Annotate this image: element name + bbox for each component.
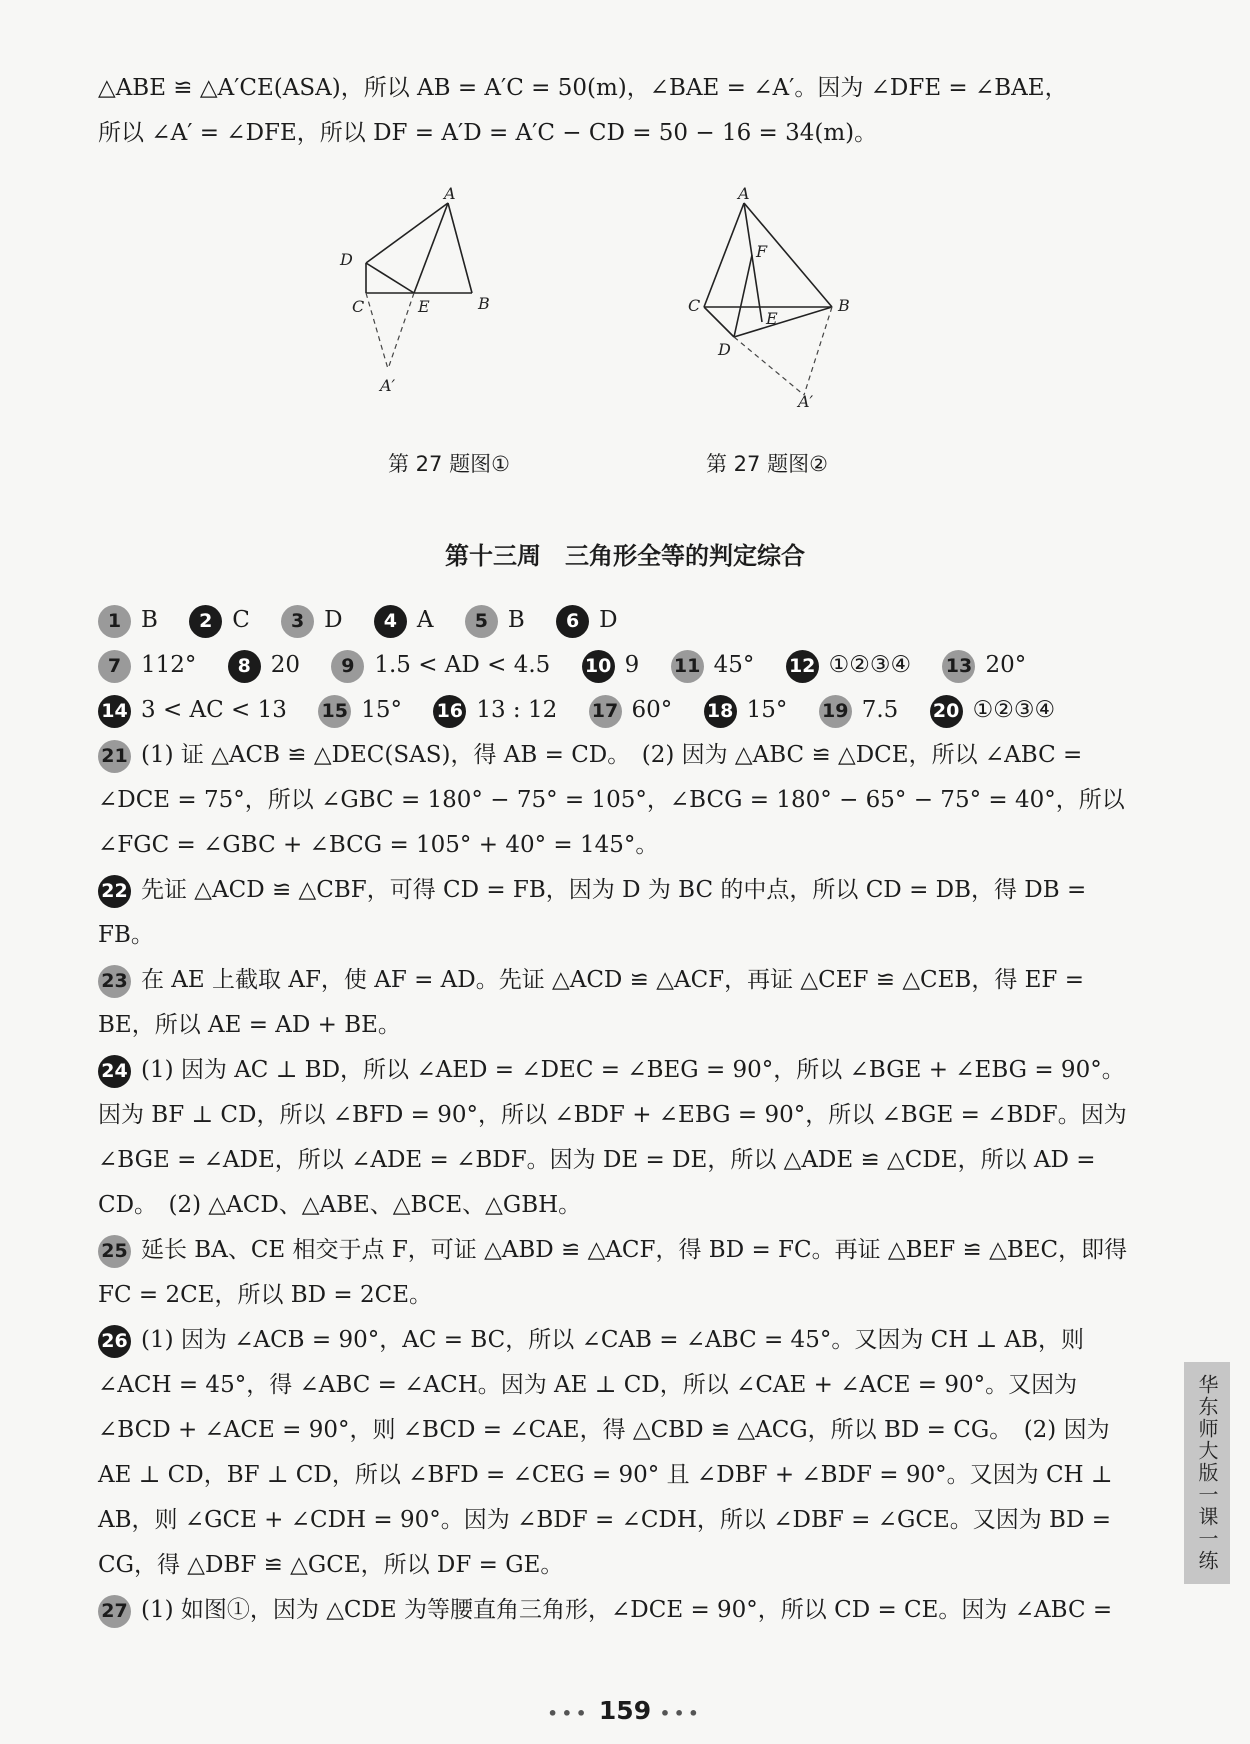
question-number: 3 — [281, 605, 314, 638]
answer-item — [589, 690, 673, 730]
solution-26 — [98, 1318, 1128, 1588]
answer-value: 7.5 — [861, 697, 899, 723]
fig1-seg-ad — [366, 203, 448, 263]
answer-item — [98, 600, 158, 640]
question-number: 15 — [318, 695, 351, 728]
question-number: 16 — [433, 695, 466, 728]
question-number: 14 — [98, 695, 131, 728]
answer-item — [281, 600, 342, 640]
question-number: 22 — [98, 875, 131, 908]
fig2-dash-da — [734, 337, 804, 395]
solution-27 — [98, 1588, 1128, 1633]
question-number: 11 — [671, 650, 704, 683]
answer-value: 20 — [270, 652, 300, 678]
answer-value: B — [507, 607, 525, 633]
answer-value: D — [324, 607, 343, 633]
question-number: 18 — [704, 695, 737, 728]
question-number: 23 — [98, 965, 131, 998]
fig1-seg-ae — [414, 203, 448, 293]
fig2-seg-ac — [704, 203, 744, 307]
question-number: 21 — [98, 740, 131, 773]
fig2-label-e: E — [766, 309, 778, 328]
answer-row-3 — [98, 690, 1079, 730]
solution-text: 在 AE 上截取 AF，使 AF = AD。先证 △ACD ≌ △ACF，再证 △CEF ≌ △CEB，得 EF = BE，所以 AE = AD + BE。 — [98, 967, 1084, 1038]
question-number: 25 — [98, 1235, 131, 1268]
question-number: 19 — [819, 695, 852, 728]
fig2-seg-df — [734, 255, 752, 337]
answer-value: ①②③④ — [828, 652, 912, 678]
solution-text: 延长 BA、CE 相交于点 F，可证 △ABD ≌ △ACF，得 BD = FC。再证 △BEF ≌ △BEC，即得 FC = 2CE，所以 BD = 2CE。 — [98, 1237, 1128, 1308]
question-number: 26 — [98, 1325, 131, 1358]
question-number: 8 — [228, 650, 261, 683]
dots-left: ••• — [547, 1704, 591, 1723]
solution-text: (1) 因为 AC ⊥ BD，所以 ∠AED = ∠DEC = ∠BEG = 90°，所以 ∠BGE + ∠EBG = 90°。因为 BF ⊥ CD，所以 ∠BFD = 90°，所以 ∠BDF + ∠EBG = 90°，所以 ∠BGE = ∠BDF。因为 ∠BGE = ∠ADE，所以 ∠ADE = ∠BDF。因为 DE = DE，所以 △ADE ≌ △CDE，所以 AD = CD。 (2) △ACD、△ABE、△BCE、△GBH。 — [98, 1057, 1127, 1218]
answer-value: 112° — [141, 652, 197, 678]
figure-27-2-caption: 第 27 题图② — [706, 452, 828, 476]
fig1-label-d: D — [340, 250, 353, 269]
answer-value: B — [141, 607, 158, 633]
fig1-label-a-prime: A′ — [380, 376, 396, 395]
answer-item — [930, 690, 1055, 730]
question-number: 17 — [589, 695, 622, 728]
answer-row-1 — [98, 600, 642, 640]
question-number: 10 — [582, 650, 615, 683]
answer-item — [704, 690, 788, 730]
fig1-label-c: C — [352, 297, 365, 316]
fig2-dash-ba — [804, 307, 832, 395]
fig1-seg-ab — [448, 203, 472, 293]
figure-27-1 — [330, 184, 530, 405]
answer-item — [582, 645, 640, 685]
question-number: 7 — [98, 650, 131, 683]
answer-value: 15° — [361, 697, 402, 723]
fig2-seg-db — [734, 307, 832, 337]
answer-item — [331, 645, 550, 685]
answer-item — [942, 645, 1026, 685]
fig2-label-b: B — [838, 296, 850, 315]
fig1-dash-ca — [366, 293, 388, 369]
answer-value: 15° — [746, 697, 788, 723]
answer-item — [189, 600, 250, 640]
answer-item — [819, 690, 899, 730]
question-number: 9 — [331, 650, 364, 683]
fig2-label-a: A — [738, 184, 750, 203]
solution-text: (1) 证 △ACB ≌ △DEC(SAS)，得 AB = CD。 (2) 因为 △ABC ≌ △DCE，所以 ∠ABC = ∠DCE = 75°，所以 ∠GBC = 180° − 75° = 105°，∠BCG = 180° − 65° − 75° = 40°，所以 ∠FGC = ∠GBC + ∠BCG = 105° + 40° = 145°。 — [98, 742, 1125, 858]
fig1-label-b: B — [478, 294, 490, 313]
side-tab-book-title: 华东师大版一课一练 — [1184, 1362, 1230, 1584]
intro-line-2: 所以 ∠A′ = ∠DFE，所以 DF = A′D = A′C − CD = 50 − 16 = 34(m)。 — [98, 120, 878, 146]
solution-text: (1) 因为 ∠ACB = 90°，AC = BC，所以 ∠CAB = ∠ABC = 45°。又因为 CH ⊥ AB，则 ∠ACH = 45°，得 ∠ABC = ∠ACH。因为 AE ⊥ CD，所以 ∠CAE + ∠ACE = 90°。又因为 ∠BCD + ∠ACE = 90°，则 ∠BCD = ∠CAE，得 △CBD ≌ △ACG，所以 BD = CG。 (2) 因为 AE ⊥ CD，BF ⊥ CD，所以 ∠BFD = ∠CEG = 90° 且 ∠DBF + ∠BDF = 90°。又因为 CH ⊥ AB，则 ∠GCE + ∠CDH = 90°。因为 ∠BDF = ∠CDH，所以 ∠DBF = ∠GCE。又因为 BD = CG，得 △DBF ≌ △GCE，所以 DF = GE。 — [98, 1327, 1113, 1578]
solution-24 — [98, 1048, 1128, 1228]
fig1-dash-ea — [388, 293, 414, 369]
solution-text: (1) 如图①，因为 △CDE 为等腰直角三角形，∠DCE = 90°，所以 CD = CE。因为 ∠ABC = — [141, 1597, 1113, 1623]
fig1-seg-de — [366, 263, 414, 293]
solution-22 — [98, 868, 1128, 958]
question-number: 6 — [556, 605, 589, 638]
page-number: 159 — [598, 1696, 652, 1725]
answer-value: D — [599, 607, 618, 633]
answer-value: 1.5 < AD < 4.5 — [374, 652, 551, 678]
answer-value: A — [416, 607, 434, 633]
fig1-label-e: E — [418, 297, 430, 316]
solution-text: 先证 △ACD ≌ △CBF，可得 CD = FB，因为 D 为 BC 的中点，所以 CD = DB，得 DB = FB。 — [98, 877, 1087, 948]
answer-value: 9 — [624, 652, 640, 678]
question-number: 2 — [189, 605, 222, 638]
question-number: 20 — [930, 695, 963, 728]
answer-value: 45° — [713, 652, 755, 678]
answer-item — [786, 645, 911, 685]
fig2-label-a-prime: A′ — [798, 392, 814, 411]
answer-item — [318, 690, 402, 730]
question-number: 13 — [942, 650, 975, 683]
figure-27-2 — [680, 184, 860, 411]
fig2-label-f: F — [756, 242, 768, 261]
answer-value: 3 < AC < 13 — [141, 697, 287, 723]
question-number: 27 — [98, 1595, 131, 1628]
page-number-footer — [0, 1696, 1250, 1725]
solution-25 — [98, 1228, 1128, 1318]
answer-item — [98, 690, 287, 730]
fig2-seg-cd — [704, 307, 734, 337]
answer-value: ①②③④ — [972, 697, 1056, 723]
question-number: 5 — [465, 605, 498, 638]
answer-item — [671, 645, 755, 685]
answer-value: C — [232, 607, 250, 633]
answer-value: 60° — [631, 697, 673, 723]
question-number: 1 — [98, 605, 131, 638]
fig1-label-a: A — [444, 184, 456, 203]
answer-item — [433, 690, 557, 730]
fig2-label-d: D — [718, 340, 731, 359]
solutions — [98, 733, 1128, 1633]
section-title: 第十三周 三角形全等的判定综合 — [445, 542, 805, 570]
dots-right: ••• — [659, 1704, 703, 1723]
answer-item — [556, 600, 617, 640]
answer-value: 20° — [985, 652, 1027, 678]
question-number: 4 — [374, 605, 407, 638]
figure-27-1-caption: 第 27 题图① — [388, 452, 510, 476]
answer-item — [465, 600, 525, 640]
answer-item — [374, 600, 434, 640]
solution-21 — [98, 733, 1128, 868]
intro-text — [98, 66, 1128, 156]
fig2-label-c: C — [688, 296, 701, 315]
question-number: 12 — [786, 650, 819, 683]
answer-row-2 — [98, 645, 1050, 685]
answer-value: 13 : 12 — [476, 697, 558, 723]
answer-item — [98, 645, 196, 685]
question-number: 24 — [98, 1055, 131, 1088]
answer-item — [228, 645, 300, 685]
solution-23 — [98, 958, 1128, 1048]
intro-line-1: △ABE ≌ △A′CE(ASA)，所以 AB = A′C = 50(m)，∠BAE = ∠A′。因为 ∠DFE = ∠BAE， — [98, 75, 1068, 101]
